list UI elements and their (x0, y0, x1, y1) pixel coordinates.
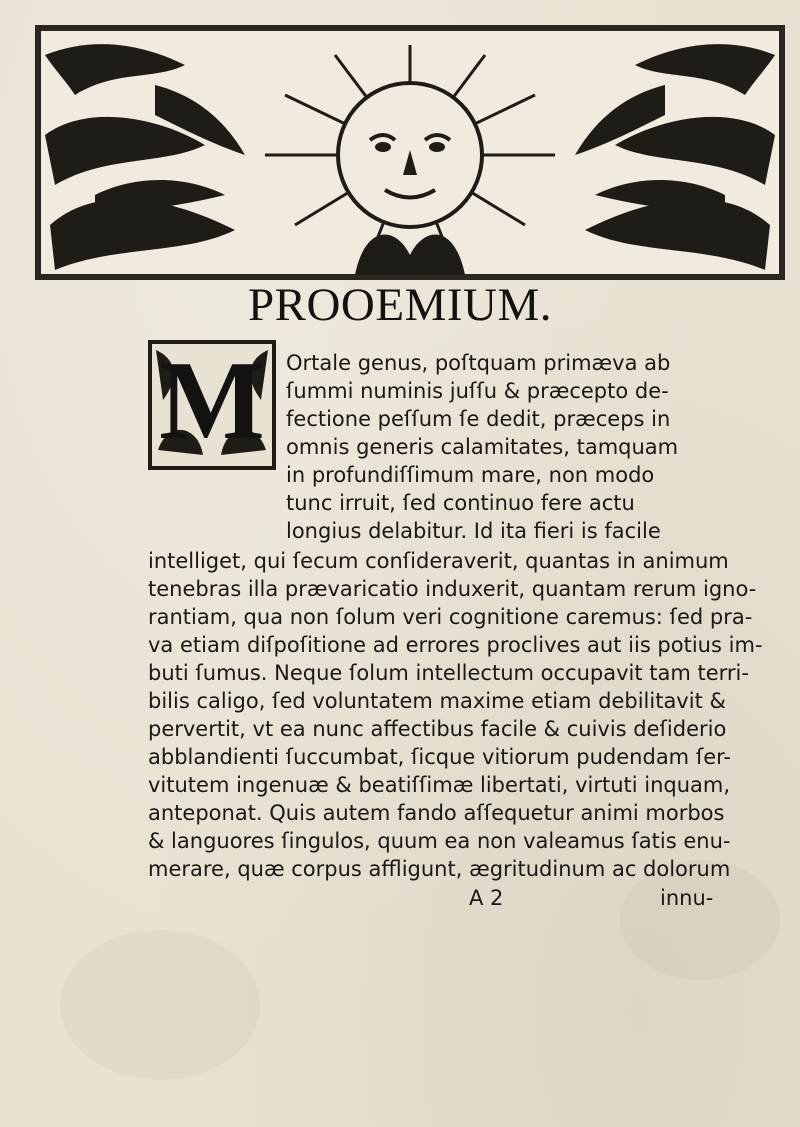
svg-text:M: M (159, 340, 265, 463)
text-line: pervertit, vt ea nunc affectibus facile & cuivis deſiderio (148, 717, 727, 741)
text-line: intelliget, qui ſecum conſideraverit, quantas in animum (148, 549, 729, 573)
text-line: ſummi numinis juſſu & præcepto de- (286, 379, 669, 403)
text-line: bilis caligo, ſed voluntatem maxime etiam debilitavit & (148, 689, 726, 713)
paper-stain (60, 930, 260, 1080)
text-line: va etiam diſpoſitione ad errores proclives aut iis potius im- (148, 633, 763, 657)
text-line: abblandienti ſuccumbat, ſicque vitiorum pudendam ſer- (148, 745, 731, 769)
text-line: fectione peſſum ſe dedit, præceps in (286, 407, 671, 431)
text-line: longius delabitur. Id ita fieri is facile (286, 519, 661, 543)
text-line: in profundiſſimum mare, non modo (286, 463, 655, 487)
text-line: tunc irruit, ſed continuo fere actu (286, 491, 635, 515)
page-title: PROOEMIUM. (247, 279, 552, 331)
catchword: innu- (660, 886, 714, 910)
text-line: merare, quæ corpus affligunt, ægritudinum ac dolorum (148, 857, 731, 881)
signature-mark: A 2 (469, 886, 504, 910)
text-line: vitutem ingenuæ & beatiſſimæ libertati, virtuti inquam, (148, 773, 731, 797)
text-line: Ortale genus, poſtquam primæva ab (286, 351, 671, 375)
text-line: rantiam, qua non ſolum veri cognitione caremus: ſed pra- (148, 605, 753, 629)
text-line: & languores ſingulos, quum ea non valeamus ſatis enu- (148, 829, 731, 853)
decorated-initial-m (148, 340, 276, 470)
text-line: anteponat. Quis autem fando aſſequetur animi morbos (148, 801, 725, 825)
text-line: tenebras illa prævaricatio induxerit, quantam rerum igno- (148, 577, 757, 601)
text-line: omnis generis calamitates, tamquam (286, 435, 679, 459)
text-line: buti ſumus. Neque ſolum intellectum occupavit tam terri- (148, 661, 749, 685)
headpiece-ornament (35, 25, 785, 280)
